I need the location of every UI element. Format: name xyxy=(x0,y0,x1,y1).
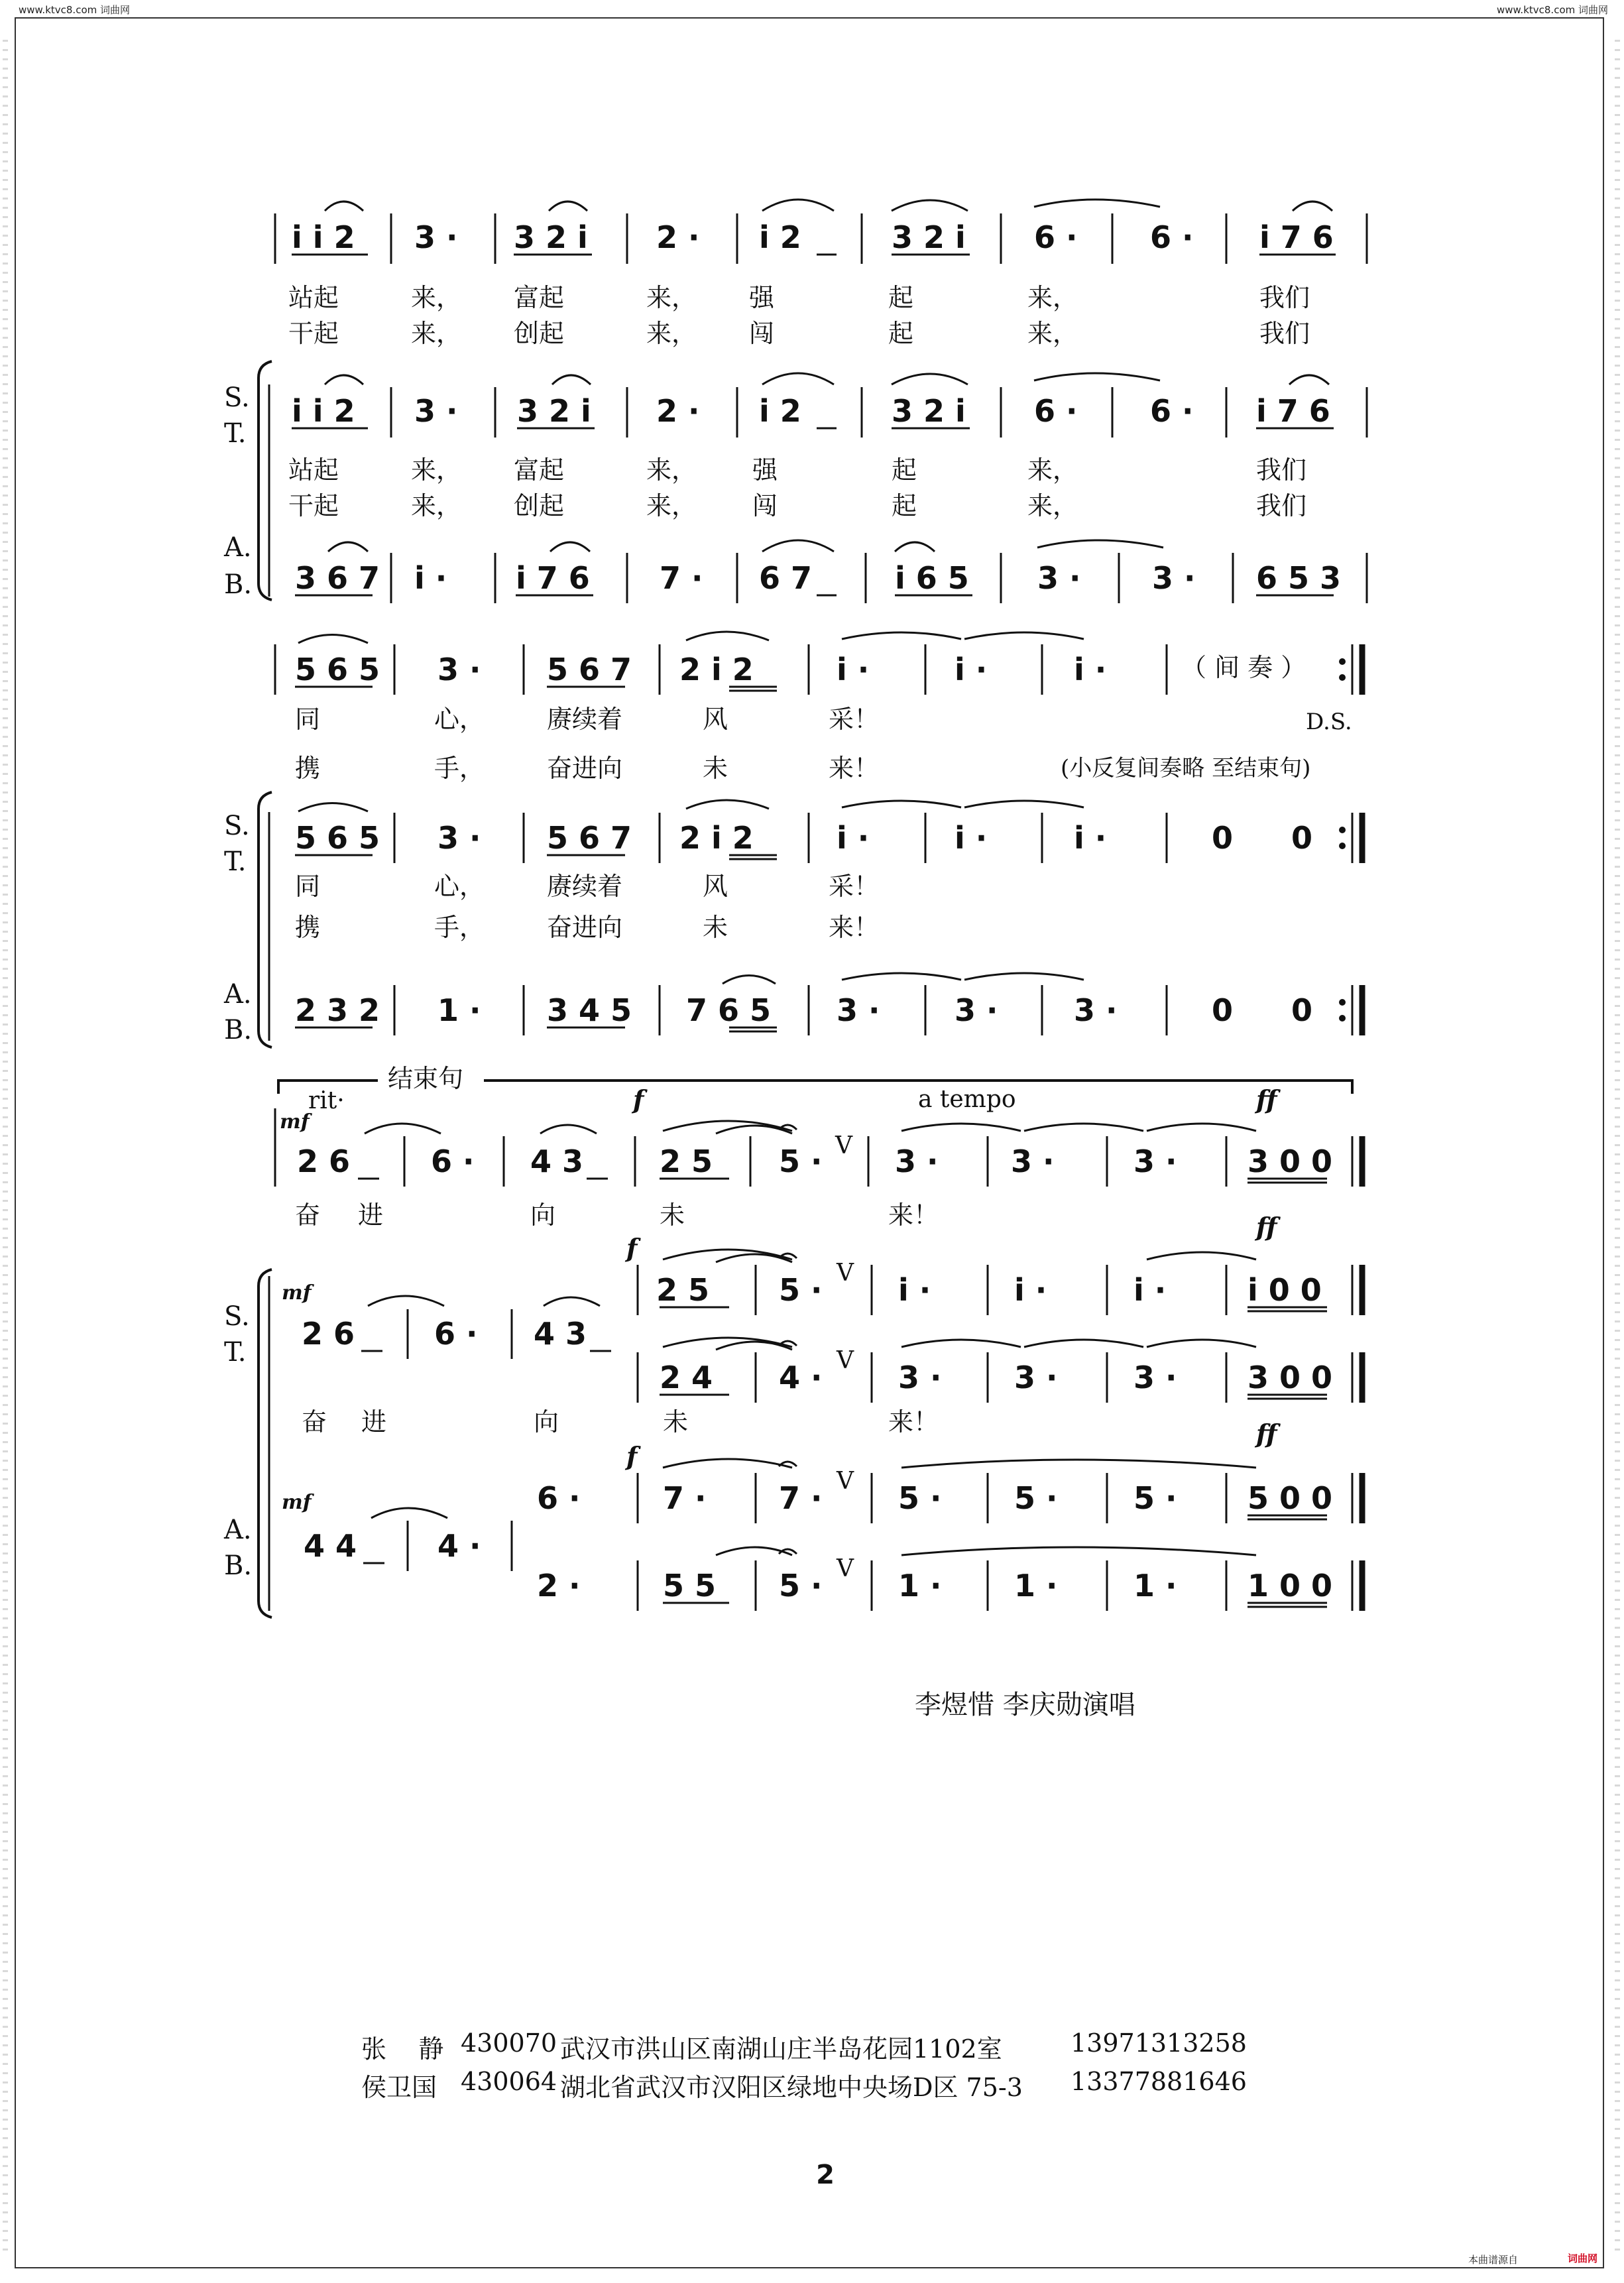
lyrics-row-verse2 xyxy=(295,754,1310,783)
interlude-label: （ 间 奏 ） xyxy=(1181,653,1306,682)
st-upper-row xyxy=(624,1212,1362,1315)
lyric: 我们 xyxy=(1259,319,1310,348)
note-group: 2 · xyxy=(656,219,700,255)
contact-phone: 13971313258 xyxy=(1071,2028,1247,2058)
note-group: 3 · xyxy=(1014,1360,1058,1395)
note-group: i · xyxy=(1133,1272,1167,1308)
contact-address: 湖北省武汉市汉阳区绿地中央场D区 75-3 xyxy=(560,2073,1023,2102)
system-1 xyxy=(259,200,1367,603)
rest: 0 xyxy=(1212,992,1234,1028)
note-group: i 0 0 xyxy=(1247,1272,1322,1308)
lyric: 采！ xyxy=(829,705,880,734)
part-label-a: A. xyxy=(224,1515,252,1545)
lyric: 来， xyxy=(1027,491,1078,520)
tie xyxy=(901,1460,1256,1468)
slur xyxy=(549,202,587,211)
tie xyxy=(964,632,1084,639)
note-group: i i 2 xyxy=(292,393,355,429)
lyric: 我们 xyxy=(1259,283,1310,312)
ab-row xyxy=(295,973,1362,1035)
lyric: 未 xyxy=(660,1200,685,1230)
note-group: 3 · xyxy=(1037,560,1081,596)
lyric: 手， xyxy=(434,913,485,942)
tie xyxy=(1037,540,1163,548)
note-group: i 7 6 xyxy=(1259,219,1334,255)
lyric: 同 xyxy=(295,705,321,734)
lyric: 未 xyxy=(703,754,728,783)
note-group: 2 5 xyxy=(660,1143,713,1179)
note-group: 3 · xyxy=(837,992,880,1028)
note-group: 6 7 xyxy=(759,560,813,596)
brand-logo[interactable]: 词曲网 xyxy=(1568,2253,1598,2264)
a-tempo-mark: a tempo xyxy=(918,1086,1016,1113)
note-group: 1 · xyxy=(437,992,481,1028)
ab-lower-row xyxy=(537,1547,1362,1611)
part-label-b: B. xyxy=(224,569,253,600)
note-group: 6 · xyxy=(537,1480,581,1516)
breath-mark: V xyxy=(837,1347,854,1374)
contact-name: 张 静 xyxy=(361,2034,444,2064)
tie xyxy=(368,1296,444,1306)
note-group: 3 2 i xyxy=(892,219,966,255)
note-group: i · xyxy=(955,820,988,856)
part-label-a: A. xyxy=(224,532,252,563)
note-group: 5 · xyxy=(898,1480,942,1516)
note-group: 3 · xyxy=(895,1143,939,1179)
lyrics-row-verse2 xyxy=(288,319,1310,348)
rest: 0 xyxy=(1291,820,1313,856)
lyric: 同 xyxy=(295,872,321,901)
note-group: 3 0 0 xyxy=(1247,1143,1333,1179)
ds-mark: D.S. xyxy=(1306,709,1352,735)
note-group: i · xyxy=(898,1272,931,1308)
lyric: 起 xyxy=(892,491,917,520)
top-right-watermark[interactable]: www.ktvc8.com 词曲网 xyxy=(1497,4,1609,16)
note-group: 3 · xyxy=(1011,1143,1055,1179)
lyric: 奋进向 xyxy=(547,913,623,942)
note-group: i · xyxy=(837,652,870,687)
part-label-s: S. xyxy=(224,382,250,413)
lyric: 携 xyxy=(295,754,321,783)
tie xyxy=(1034,200,1160,207)
slur xyxy=(686,632,769,640)
lyrics-row xyxy=(295,1200,939,1230)
repeat-dot xyxy=(1339,999,1346,1006)
lyric: 起 xyxy=(888,319,914,348)
note-group: 2 6 xyxy=(297,1143,351,1179)
lyric: 来！ xyxy=(829,754,880,783)
note-group: 6 · xyxy=(1034,219,1078,255)
st-row-verse xyxy=(292,200,1367,264)
lyric: 风 xyxy=(703,872,728,901)
breath-mark: V xyxy=(837,1468,854,1495)
repeat-dot xyxy=(1339,843,1346,849)
note-group: 4 · xyxy=(437,1528,481,1564)
part-label-t: T. xyxy=(224,1337,247,1368)
note-group: 6 5 3 xyxy=(1256,560,1342,596)
lyric: 来， xyxy=(646,491,697,520)
note-group: 3 · xyxy=(955,992,998,1028)
lyric: 风 xyxy=(703,705,728,734)
contact-line xyxy=(361,2067,1356,2102)
note-group: 3 · xyxy=(1074,992,1118,1028)
note-group: i 2 xyxy=(759,393,801,429)
dynamic-f: f xyxy=(626,1233,638,1263)
note-group: 3 · xyxy=(414,393,458,429)
tie xyxy=(842,632,961,639)
lyric: 站起 xyxy=(288,283,339,312)
note-group: 7 · xyxy=(660,560,703,596)
rest: 0 xyxy=(1212,820,1234,856)
source-text: 本曲谱源自 xyxy=(1468,2254,1519,2266)
ending-label: 结束句 xyxy=(388,1064,464,1093)
tie xyxy=(1147,1252,1256,1259)
page-number: 2 xyxy=(816,2160,835,2190)
note-group: 3 6 7 xyxy=(295,560,380,596)
note-group: 5 6 5 xyxy=(295,820,380,856)
lyrics-row-verse1 xyxy=(288,283,1310,312)
note-group: 2 i 2 xyxy=(679,652,754,687)
lyric: 起 xyxy=(892,455,917,485)
note-group: 2 6 xyxy=(302,1316,355,1352)
lyric: 我们 xyxy=(1256,491,1307,520)
note-group: 5 0 0 xyxy=(1247,1480,1333,1516)
lyrics-row-verse1 xyxy=(295,872,879,901)
lyric: 进 xyxy=(358,1200,384,1230)
note-group: 5 · xyxy=(779,1272,823,1308)
lyric: 富起 xyxy=(514,455,565,485)
slur xyxy=(550,542,590,552)
note-group: 3 2 i xyxy=(892,393,966,429)
part-label-a: A. xyxy=(224,979,252,1010)
lyric: 来， xyxy=(1027,455,1078,485)
lyric: 来， xyxy=(411,491,462,520)
slur xyxy=(762,540,834,552)
note-group: 5 · xyxy=(1014,1480,1058,1516)
note-group: 2 5 xyxy=(656,1272,710,1308)
lyric: 心， xyxy=(434,872,485,901)
note-group: 3 2 i xyxy=(517,393,591,429)
note-group: 4 4 xyxy=(304,1528,357,1564)
note-group: 4 3 xyxy=(530,1143,584,1179)
slur xyxy=(895,542,935,552)
dynamic-ff: ff xyxy=(1256,1212,1277,1242)
top-row xyxy=(280,1110,1362,1187)
note-group: 5 6 5 xyxy=(295,652,380,687)
lyric: 未 xyxy=(663,1407,689,1436)
note-group: i 7 6 xyxy=(1256,393,1330,429)
lyric: 进 xyxy=(361,1407,387,1436)
tie xyxy=(964,973,1084,980)
slur xyxy=(762,373,834,384)
st-left-row xyxy=(282,1281,611,1359)
lyric: 向 xyxy=(534,1407,559,1436)
part-label-s: S. xyxy=(224,811,250,841)
rest: 0 xyxy=(1291,992,1313,1028)
lyrics-row-verse1 xyxy=(288,455,1306,485)
breath-mark: V xyxy=(837,1259,854,1287)
tie xyxy=(964,801,1084,807)
breath-mark: V xyxy=(837,1555,854,1582)
slur xyxy=(325,202,363,211)
slur xyxy=(552,375,591,384)
note-group: 3 · xyxy=(1133,1143,1177,1179)
note-group: 6 · xyxy=(1150,219,1194,255)
contact-line xyxy=(361,2028,1356,2064)
dynamic-mf: mf xyxy=(280,1110,310,1134)
lyrics-row-verse2 xyxy=(288,491,1306,520)
note-group: 3 · xyxy=(437,652,481,687)
lyrics-row-verse1 xyxy=(295,705,879,734)
note-group: 3 · xyxy=(1133,1360,1177,1395)
lyric: 来， xyxy=(646,283,697,312)
lyric: 强 xyxy=(749,283,775,312)
note-group: 3 · xyxy=(414,219,458,255)
st-lower-row xyxy=(638,1338,1362,1403)
note-group: 3 2 i xyxy=(514,219,588,255)
lyric: 闯 xyxy=(749,319,775,348)
note-group: 4 · xyxy=(779,1360,823,1395)
slur xyxy=(544,1297,600,1306)
lyric: 来， xyxy=(411,319,462,348)
breath-mark: V xyxy=(835,1132,852,1159)
st-row xyxy=(292,373,1367,438)
note-group: 3 0 0 xyxy=(1247,1360,1333,1395)
note-group: 2 · xyxy=(656,393,700,429)
slur xyxy=(762,200,834,211)
note-group: 5 6 7 xyxy=(547,652,632,687)
ab-upper-row xyxy=(282,1419,1362,1523)
part-label-b: B. xyxy=(224,1551,253,1581)
lyric: 来， xyxy=(411,283,462,312)
slur xyxy=(892,374,968,384)
system-2 xyxy=(259,632,1362,1047)
lyric: 赓续着 xyxy=(547,705,623,734)
lyric: 来， xyxy=(1027,283,1078,312)
note-group: 6 · xyxy=(431,1143,475,1179)
part-label-s: S. xyxy=(224,1301,250,1332)
slur xyxy=(298,803,368,812)
tie xyxy=(842,973,961,980)
part-label-b: B. xyxy=(224,1015,253,1045)
repeat-dot xyxy=(1339,827,1346,833)
note-group: 6 · xyxy=(1034,393,1078,429)
lyric: 创起 xyxy=(514,491,565,520)
repeat-dot xyxy=(1339,658,1346,665)
note-group: 3 · xyxy=(437,820,481,856)
note-group: i 6 5 xyxy=(895,560,969,596)
slur xyxy=(892,200,968,211)
rit-mark: rit· xyxy=(308,1087,345,1114)
tie xyxy=(1147,1340,1256,1347)
repeat-instruction: (小反复间奏略 至结束句) xyxy=(1061,755,1311,782)
tie xyxy=(1024,1340,1143,1347)
note-group: i · xyxy=(955,652,988,687)
note-group: 5 5 xyxy=(663,1568,717,1604)
note-group: 4 3 xyxy=(534,1316,587,1352)
note-group: i · xyxy=(837,820,870,856)
lyric: 未 xyxy=(703,913,728,942)
lyric: 向 xyxy=(530,1200,556,1230)
note-group: i · xyxy=(1014,1272,1047,1308)
tie xyxy=(365,1124,441,1134)
note-group: 7 · xyxy=(663,1480,707,1516)
lyric: 奋进向 xyxy=(547,754,623,783)
note-group: 2 4 xyxy=(660,1360,713,1395)
repeat-dot xyxy=(1339,674,1346,681)
tie xyxy=(1024,1124,1143,1131)
lyric: 干起 xyxy=(288,319,339,348)
lyric: 采！ xyxy=(829,872,880,901)
note-group: 3 4 5 xyxy=(547,992,632,1028)
lyric: 来， xyxy=(411,455,462,485)
slur xyxy=(1289,375,1329,384)
lyric: 奋 xyxy=(295,1200,321,1230)
note-group: 5 · xyxy=(779,1568,823,1604)
lyric: 来！ xyxy=(888,1200,939,1230)
contact-name: 侯卫国 xyxy=(361,2073,437,2102)
slur xyxy=(1293,202,1332,211)
tie xyxy=(901,1124,1021,1131)
note-group: 5 · xyxy=(779,1143,823,1179)
lyrics-row-verse2 xyxy=(295,913,879,942)
st-row xyxy=(295,800,1362,863)
slur xyxy=(723,976,776,984)
performers-credit: 李煜惜 李庆勋演唱 xyxy=(915,1690,1135,1720)
lyric: 创起 xyxy=(514,319,565,348)
lyric: 强 xyxy=(752,455,778,485)
dynamic-ff: ff xyxy=(1256,1419,1277,1448)
tie xyxy=(1034,373,1160,380)
tie xyxy=(1147,1124,1256,1131)
note-group: 5 · xyxy=(1133,1480,1177,1516)
note-group: 6 · xyxy=(434,1316,478,1352)
ab-row xyxy=(295,540,1367,603)
note-group: 2 3 2 xyxy=(295,992,380,1028)
slur xyxy=(328,542,368,552)
note-group: 2 · xyxy=(537,1568,581,1604)
lyrics-row xyxy=(302,1407,939,1436)
ab-left-row xyxy=(304,1508,512,1571)
lyric: 来， xyxy=(1027,319,1078,348)
slur xyxy=(325,375,363,384)
tie xyxy=(663,1459,792,1468)
part-label-t: T. xyxy=(224,418,247,449)
contact-phone: 13377881646 xyxy=(1071,2067,1247,2096)
note-group: i · xyxy=(1074,652,1107,687)
note-group: 7 · xyxy=(779,1480,823,1516)
lyric: 站起 xyxy=(288,455,339,485)
dynamic-mf: mf xyxy=(282,1491,312,1514)
slur xyxy=(298,635,368,644)
dynamic-mf: mf xyxy=(282,1281,312,1305)
note-group: 3 · xyxy=(1152,560,1196,596)
lyric: 来！ xyxy=(888,1407,939,1436)
part-label-t: T. xyxy=(224,847,247,877)
note-group: 1 · xyxy=(1014,1568,1058,1604)
note-group: 6 · xyxy=(1150,393,1194,429)
lyric: 起 xyxy=(888,283,914,312)
slur xyxy=(686,800,769,809)
note-group: 5 6 7 xyxy=(547,820,632,856)
lyric: 心， xyxy=(434,705,485,734)
lyric: 携 xyxy=(295,913,321,942)
tie xyxy=(371,1508,447,1518)
contact-zip: 430070 xyxy=(461,2028,557,2058)
contact-address: 武汉市洪山区南湖山庄半岛花园1102室 xyxy=(560,2034,1002,2064)
contact-zip: 430064 xyxy=(461,2067,557,2096)
note-group: 2 i 2 xyxy=(679,820,754,856)
note-group: i 2 xyxy=(759,219,801,255)
note-group: 1 0 0 xyxy=(1247,1568,1333,1604)
dynamic-ff: ff xyxy=(1256,1084,1277,1114)
note-group: i 7 6 xyxy=(516,560,590,596)
tie xyxy=(842,801,961,807)
lyric: 来！ xyxy=(829,913,880,942)
repeat-dot xyxy=(1339,1015,1346,1022)
tie xyxy=(901,1547,1256,1555)
lyric: 来， xyxy=(646,455,697,485)
note-group: i · xyxy=(1074,820,1107,856)
note-group: 3 · xyxy=(898,1360,942,1395)
tie xyxy=(901,1340,1021,1347)
lyric: 富起 xyxy=(514,283,565,312)
lyric: 手， xyxy=(434,754,485,783)
note-group: i i 2 xyxy=(292,219,355,255)
dynamic-f: f xyxy=(626,1441,638,1471)
note-group: 1 · xyxy=(1133,1568,1177,1604)
lyric: 闯 xyxy=(752,491,778,520)
lyric: 赓续着 xyxy=(547,872,623,901)
dynamic-f: f xyxy=(633,1084,644,1114)
lyric: 我们 xyxy=(1256,455,1307,485)
slur xyxy=(540,1125,597,1134)
top-left-watermark[interactable]: www.ktvc8.com 词曲网 xyxy=(19,4,131,16)
lyric: 干起 xyxy=(288,491,339,520)
note-group: 7 6 5 xyxy=(686,992,772,1028)
note-group: 1 · xyxy=(898,1568,942,1604)
lyric: 奋 xyxy=(302,1407,327,1436)
system-3 xyxy=(259,1064,1362,1617)
note-group: i · xyxy=(414,560,447,596)
lyric: 来， xyxy=(646,319,697,348)
